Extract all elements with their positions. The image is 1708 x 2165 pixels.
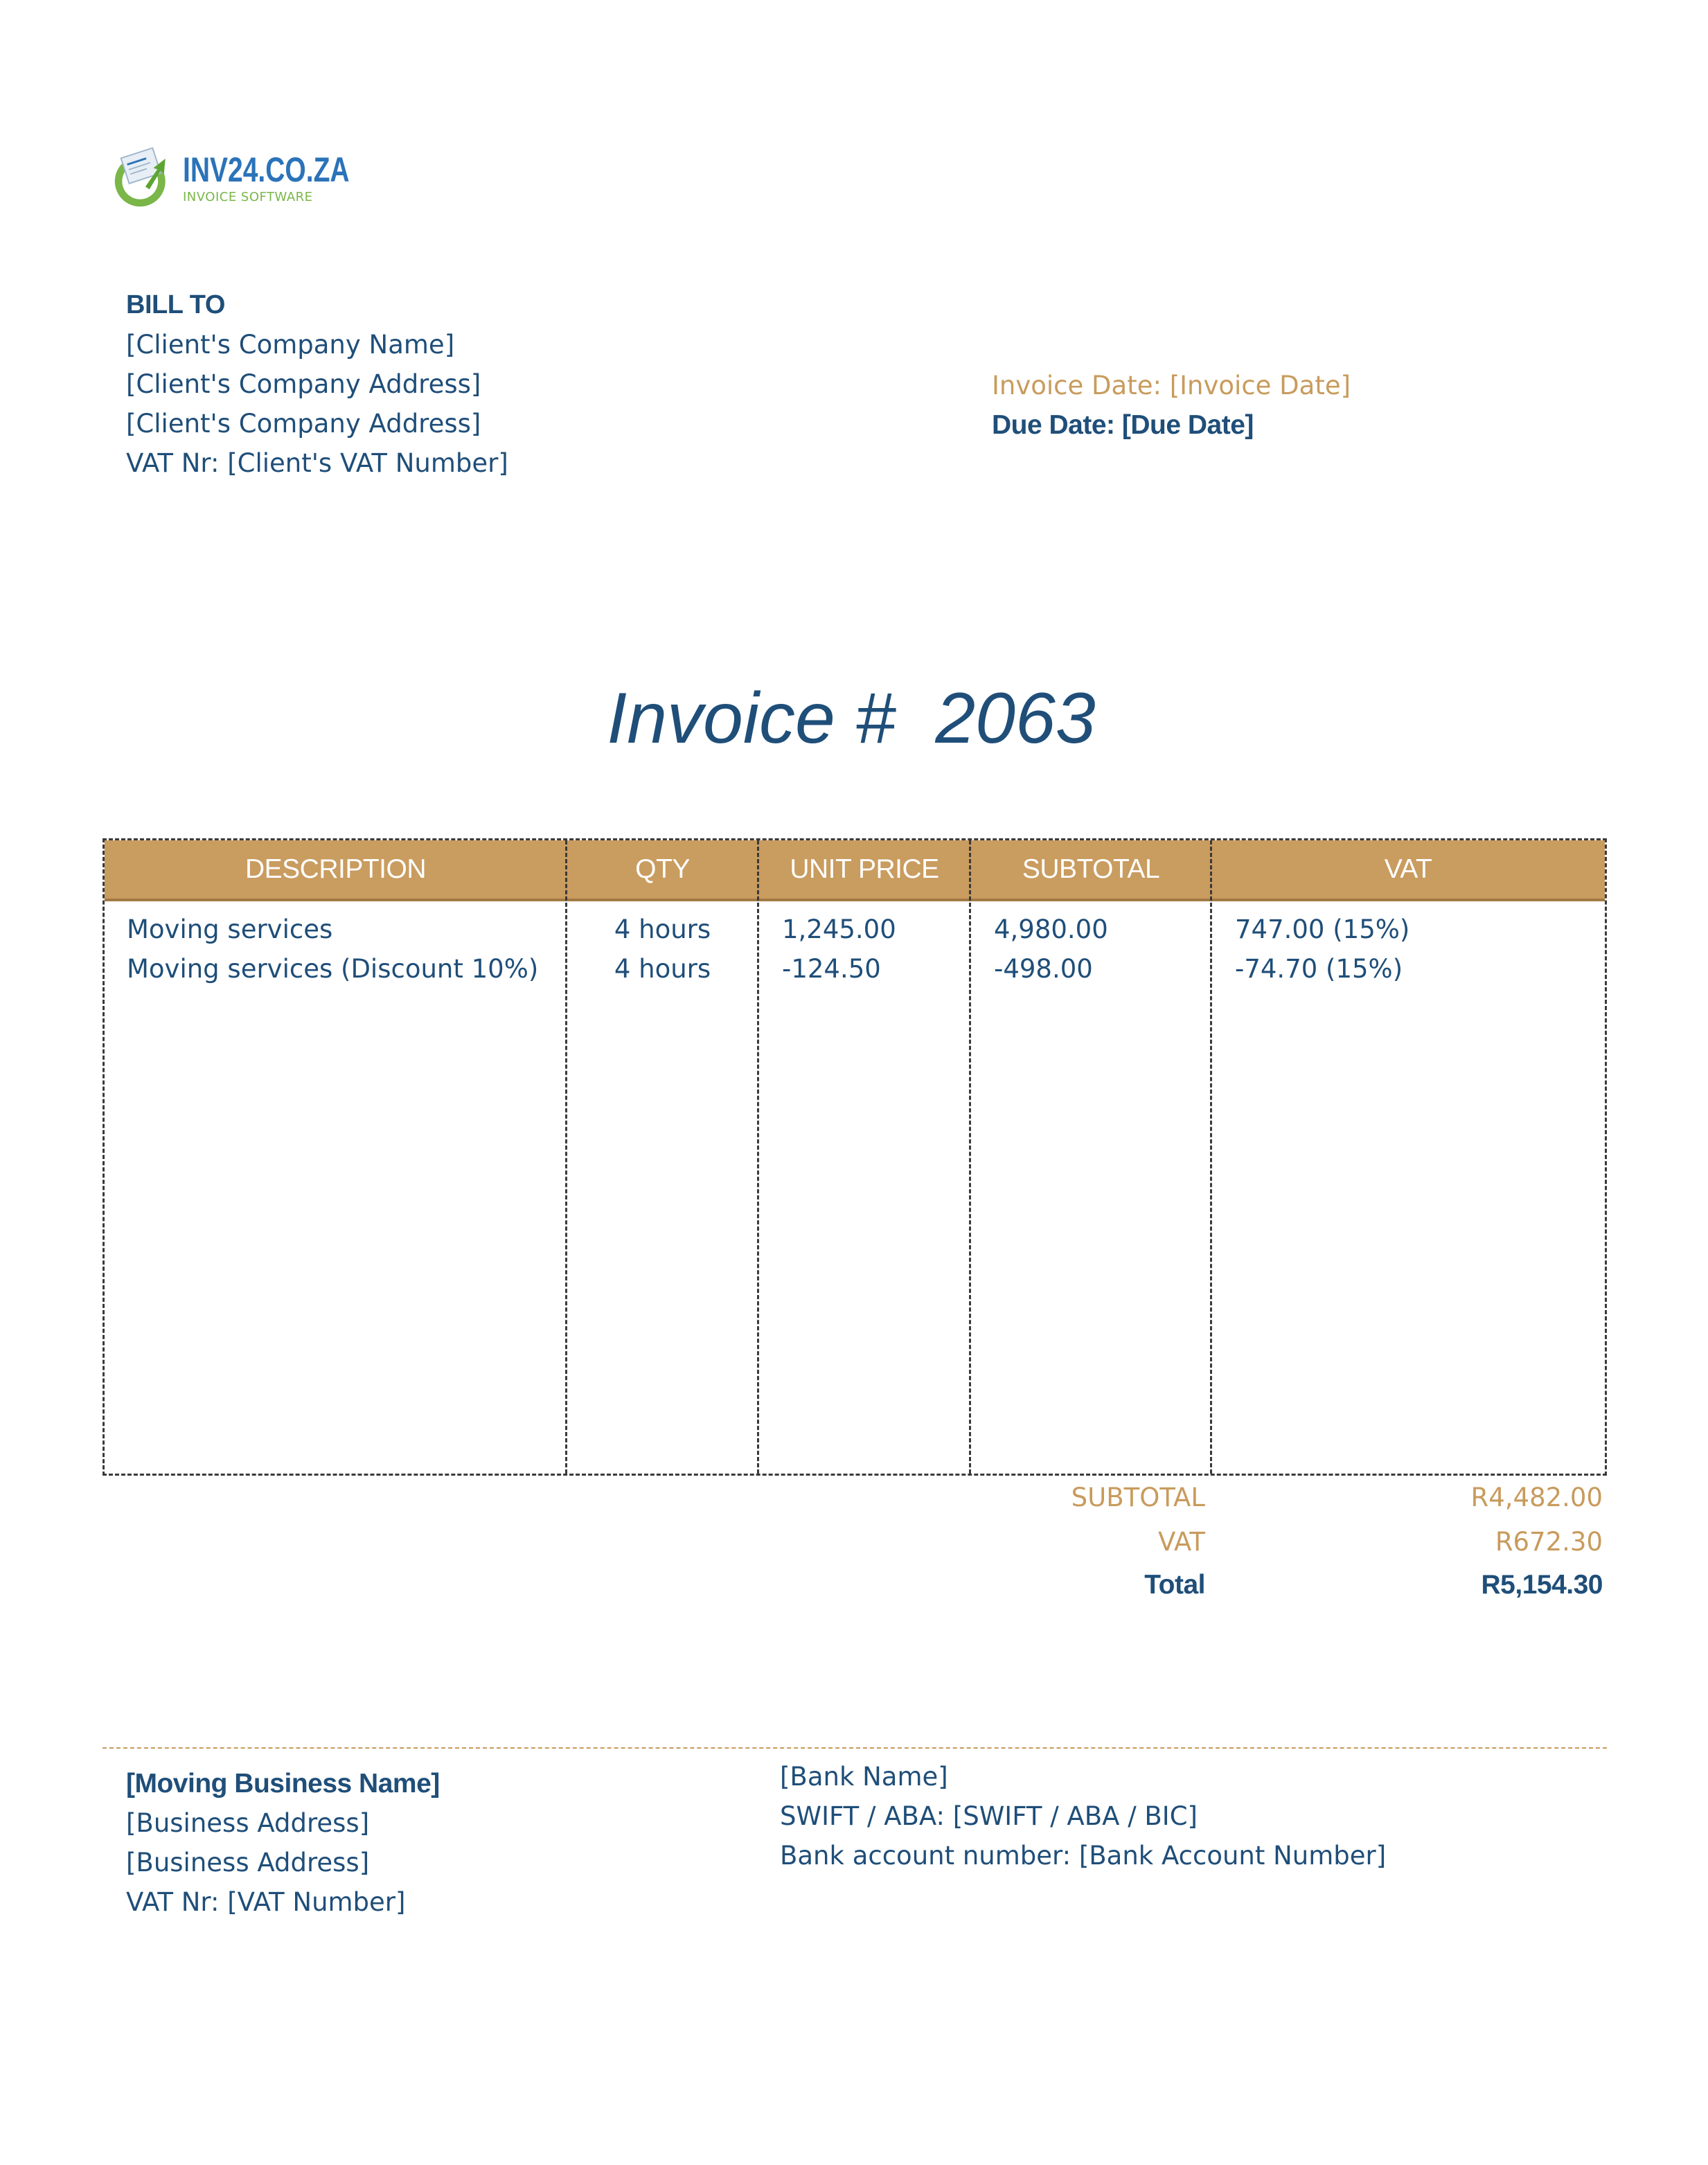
row-vat: -74.70 (15%) [1235,954,1403,984]
business-address-line-1: [Business Address] [126,1808,370,1838]
subtotal-value: R4,482.00 [1470,1483,1603,1512]
column-divider [1210,840,1212,1474]
business-details [126,1764,440,1922]
bank-swift: SWIFT / ABA: [SWIFT / ABA / BIC] [780,1801,1198,1831]
bank-name: [Bank Name] [780,1762,948,1792]
logo-wordmark: INV24.CO.ZA [183,150,350,189]
bank-account-number: Bank account number: [Bank Account Number] [780,1841,1387,1871]
row-unit-price: -124.50 [782,954,881,984]
bill-to-block [126,285,508,483]
row-description: Moving services [127,914,333,944]
table-header [105,840,1605,901]
header-unit-price: UNIT PRICE [790,854,939,884]
row-vat: 747.00 (15%) [1235,914,1410,944]
row-subtotal: 4,980.00 [994,914,1108,944]
row-unit-price: 1,245.00 [782,914,896,944]
client-address-line-2: [Client's Company Address] [126,409,481,439]
total-label: Total [1144,1570,1205,1600]
invoice-date: Invoice Date: [Invoice Date] [992,371,1351,400]
subtotal-label: SUBTOTAL [1071,1483,1205,1512]
client-vat-number: VAT Nr: [Client's VAT Number] [126,448,508,478]
row-qty: 4 hours [614,954,711,984]
due-date: Due Date: [Due Date] [992,410,1254,440]
header-description: DESCRIPTION [244,854,427,884]
business-address-line-2: [Business Address] [126,1848,370,1877]
row-qty: 4 hours [614,914,711,944]
invoice-title: Invoice # 2063 [607,678,1096,759]
header-vat: VAT [1384,854,1432,884]
row-subtotal: -498.00 [994,954,1093,984]
vat-label: VAT [1158,1527,1205,1557]
bill-to-heading: BILL TO [126,290,225,319]
footer-divider [103,1747,1607,1749]
vat-value: R672.30 [1495,1527,1603,1557]
header-subtotal: SUBTOTAL [1022,854,1160,884]
row-description: Moving services (Discount 10%) [127,954,539,984]
business-vat-number: VAT Nr: [VAT Number] [126,1887,406,1917]
logo-tagline: INVOICE SOFTWARE [183,190,313,204]
line-items-table [103,838,1607,1476]
total-value: R5,154.30 [1481,1570,1603,1600]
client-company-name: [Client's Company Name] [126,330,455,360]
invoice-logo-icon [111,143,177,209]
bank-details [780,1757,1386,1875]
company-logo [111,139,350,215]
invoice-title-row [0,679,1708,758]
header-qty: QTY [635,854,690,884]
business-name: [Moving Business Name] [126,1769,440,1799]
column-divider [969,840,971,1474]
client-address-line-1: [Client's Company Address] [126,369,481,399]
dates-block [992,366,1351,445]
